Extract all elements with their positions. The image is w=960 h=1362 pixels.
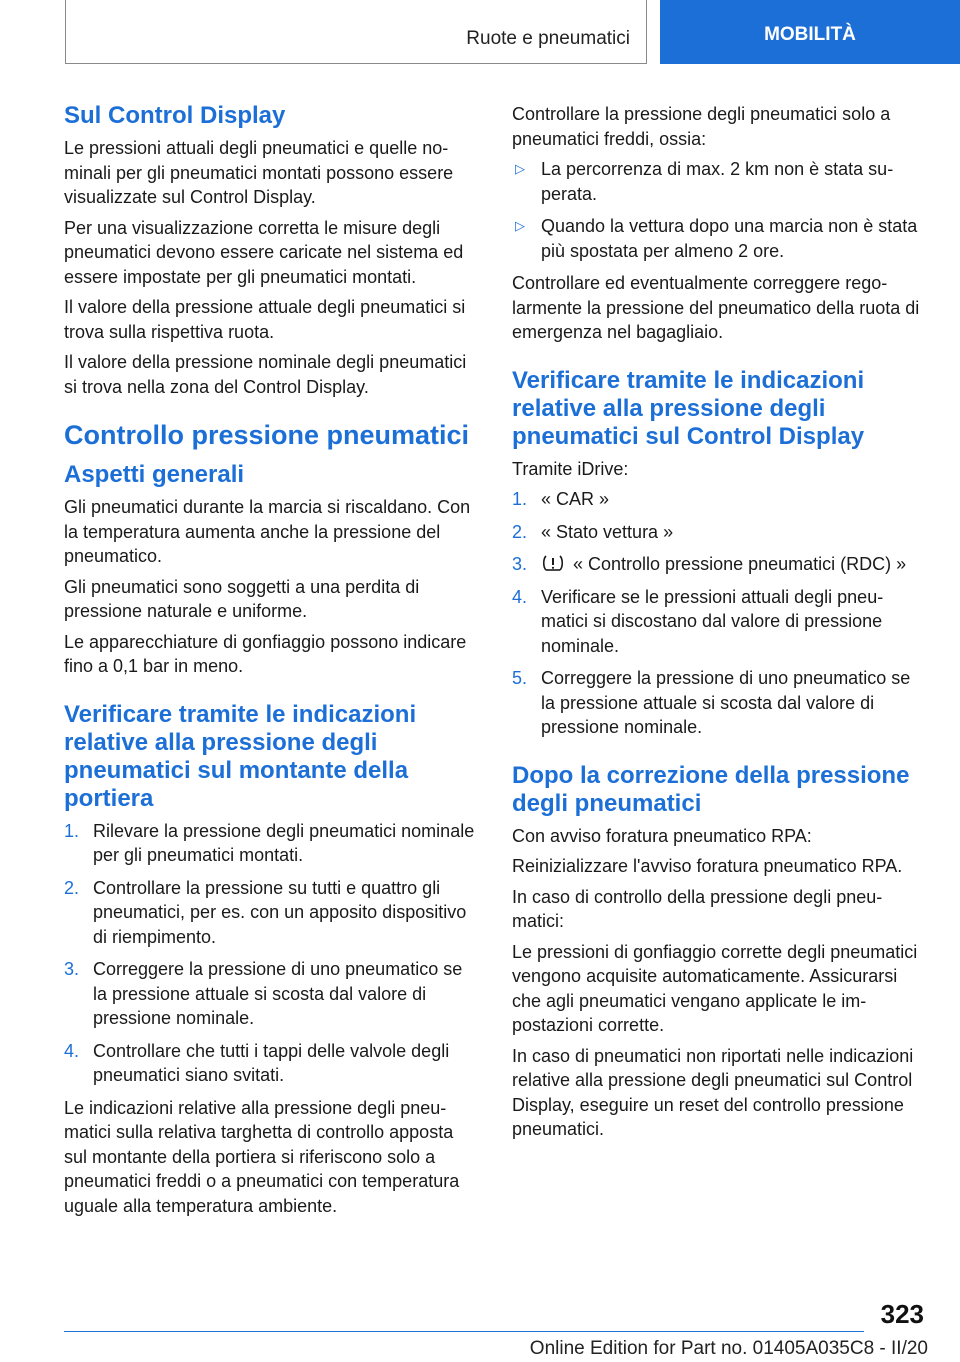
- tire-pressure-warning-icon: [541, 554, 565, 572]
- step-text: Correggere la pressione di uno pneumatico se la pressione attuale si scosta dal valore di pressione nominale.: [93, 959, 463, 1028]
- chapter-title: Ruote e pneumatici: [466, 28, 630, 49]
- right-column: [512, 102, 924, 1148]
- step-text: Controllare che tutti i tappi delle valvole degli pneumatici siano svitati.: [93, 1040, 450, 1085]
- heading-montante: Verificare tramite le indicazioni relative alla pressione degli pneumatici sul montante della portiera: [64, 700, 417, 812]
- step-number: 5.: [512, 668, 528, 688]
- steps-list: [512, 487, 924, 740]
- list-item: [512, 157, 924, 206]
- step-number: 1.: [512, 489, 528, 509]
- heading-controllo-pressione: Controllo pressione pneumatici: [64, 420, 470, 450]
- step-text: Controllare la pressione su tutti e quattro gli pneumatici, per es. con un apposito dispositivo di riempimento.: [93, 877, 467, 947]
- paragraph: In caso di pneumatici non riportati nelle indicazioni relative alla pressione degli pneumatici sul Control Display, eseguire un reset del controllo pressione pneumatici.: [512, 1045, 914, 1139]
- paragraph: Il valore della pressione attuale degli pneumatici si trova sulla rispettiva ruota.: [64, 297, 466, 342]
- step-number: 2.: [512, 521, 528, 542]
- paragraph: Gli pneumatici sono soggetti a una perdita di pressione naturale e uniforme.: [64, 576, 420, 621]
- steps-list: [64, 819, 476, 1088]
- bullet-list: [512, 157, 924, 263]
- step-number: 3.: [64, 959, 80, 979]
- page-number: 323: [880, 1299, 924, 1329]
- step-text: « Stato vettura »: [541, 521, 674, 542]
- page-header: [65, 0, 960, 66]
- step-number: 2.: [64, 877, 80, 898]
- list-item: [64, 1039, 476, 1088]
- list-item: [512, 487, 924, 512]
- paragraph: Gli pneumatici durante la marcia si riscaldano. Con la temperatura aumenta anche la pressione del pneumatico.: [64, 497, 471, 566]
- paragraph: Reinizializzare l'avviso foratura pneumatico RPA.: [512, 856, 903, 876]
- paragraph: Con avviso foratura pneumatico RPA:: [512, 825, 812, 846]
- footer-divider: [64, 1331, 864, 1332]
- footer-edition: Online Edition for Part no. 01405A035C8 - II/20: [529, 1338, 928, 1359]
- paragraph: In caso di controllo della pressione degli pneumatici:: [512, 886, 883, 931]
- bullet-text: Quando la vettura dopo una marcia non è stata più spostata per almeno 2 ore.: [541, 216, 918, 261]
- list-item: [512, 214, 924, 263]
- bullet-text: La percorrenza di max. 2 km non è stata superata.: [541, 159, 894, 204]
- paragraph: Le pressioni attuali degli pneumatici e quelle nominali per gli pneumatici montati possono essere visualizzate sul Control Display.: [64, 138, 454, 207]
- paragraph: Le pressioni di gonfiaggio corrette degli pneumatici vengono acquisite automaticamente. Assicurarsi che agli pneumatici vengano applicate le impostazioni corrette.: [512, 941, 918, 1035]
- heading-aspetti-generali: Aspetti generali: [64, 461, 245, 488]
- paragraph: Le apparecchiature di gonfiaggio possono indicare fino a 0,1 bar in meno.: [64, 631, 467, 676]
- list-item: [512, 552, 924, 577]
- section-title: MOBILITÀ: [660, 0, 960, 64]
- list-item: [512, 666, 924, 740]
- heading-control-display-check: Verificare tramite le indicazioni relative alla pressione degli pneumatici sul Control Display: [512, 366, 865, 450]
- step-text: Verificare se le pressioni attuali degli pneumatici si discostano dal valore di pressione nominale.: [541, 586, 884, 656]
- list-item: [512, 585, 924, 659]
- list-item: [512, 520, 924, 545]
- step-number: 3.: [512, 554, 528, 574]
- step-text: Rilevare la pressione degli pneumatici nominale per gli pneumatici montati.: [93, 820, 475, 865]
- triangle-bullet-icon: ▷: [515, 218, 525, 233]
- chapter-tab: [65, 0, 647, 64]
- heading-control-display: Sul Control Display: [64, 102, 286, 129]
- list-item: [64, 876, 476, 950]
- step-number: 4.: [512, 586, 528, 607]
- paragraph: Controllare ed eventualmente correggere regolarmente la pressione del pneumatico della ruota di emergenza nel bagagliaio.: [512, 273, 920, 342]
- step-text: Correggere la pressione di uno pneumatico se la pressione attuale si scosta dal valore di pressione nominale.: [541, 668, 911, 737]
- list-item: [64, 819, 476, 868]
- paragraph: Per una visualizzazione corretta le misure degli pneumatici devono essere caricate nel sistema ed essere impostate per gli pneumatici montati.: [64, 217, 464, 287]
- step-text: « Controllo pressione pneumatici (RDC) »: [573, 554, 907, 574]
- paragraph: Il valore della pressione nominale degli pneumatici si trova nella zona del Control Display.: [64, 352, 467, 397]
- step-text: « CAR »: [541, 489, 610, 509]
- paragraph: Tramite iDrive:: [512, 458, 629, 479]
- left-column: [64, 102, 476, 1224]
- paragraph: Le indicazioni relative alla pressione degli pneumatici sulla relativa targhetta di controllo apposta sul montante della portiera si riferiscono solo a pneumatici freddi o a pneumatici con temperatura uguale alla temperatura ambiente.: [64, 1097, 460, 1216]
- step-number: 4.: [64, 1040, 80, 1061]
- paragraph: Controllare la pressione degli pneumatici solo a pneumatici freddi, ossia:: [512, 104, 891, 149]
- step-number: 1.: [64, 820, 80, 841]
- list-item: [64, 957, 476, 1031]
- heading-dopo-correzione: Dopo la correzione della pressione degli pneumatici: [512, 761, 910, 817]
- triangle-bullet-icon: ▷: [515, 161, 525, 176]
